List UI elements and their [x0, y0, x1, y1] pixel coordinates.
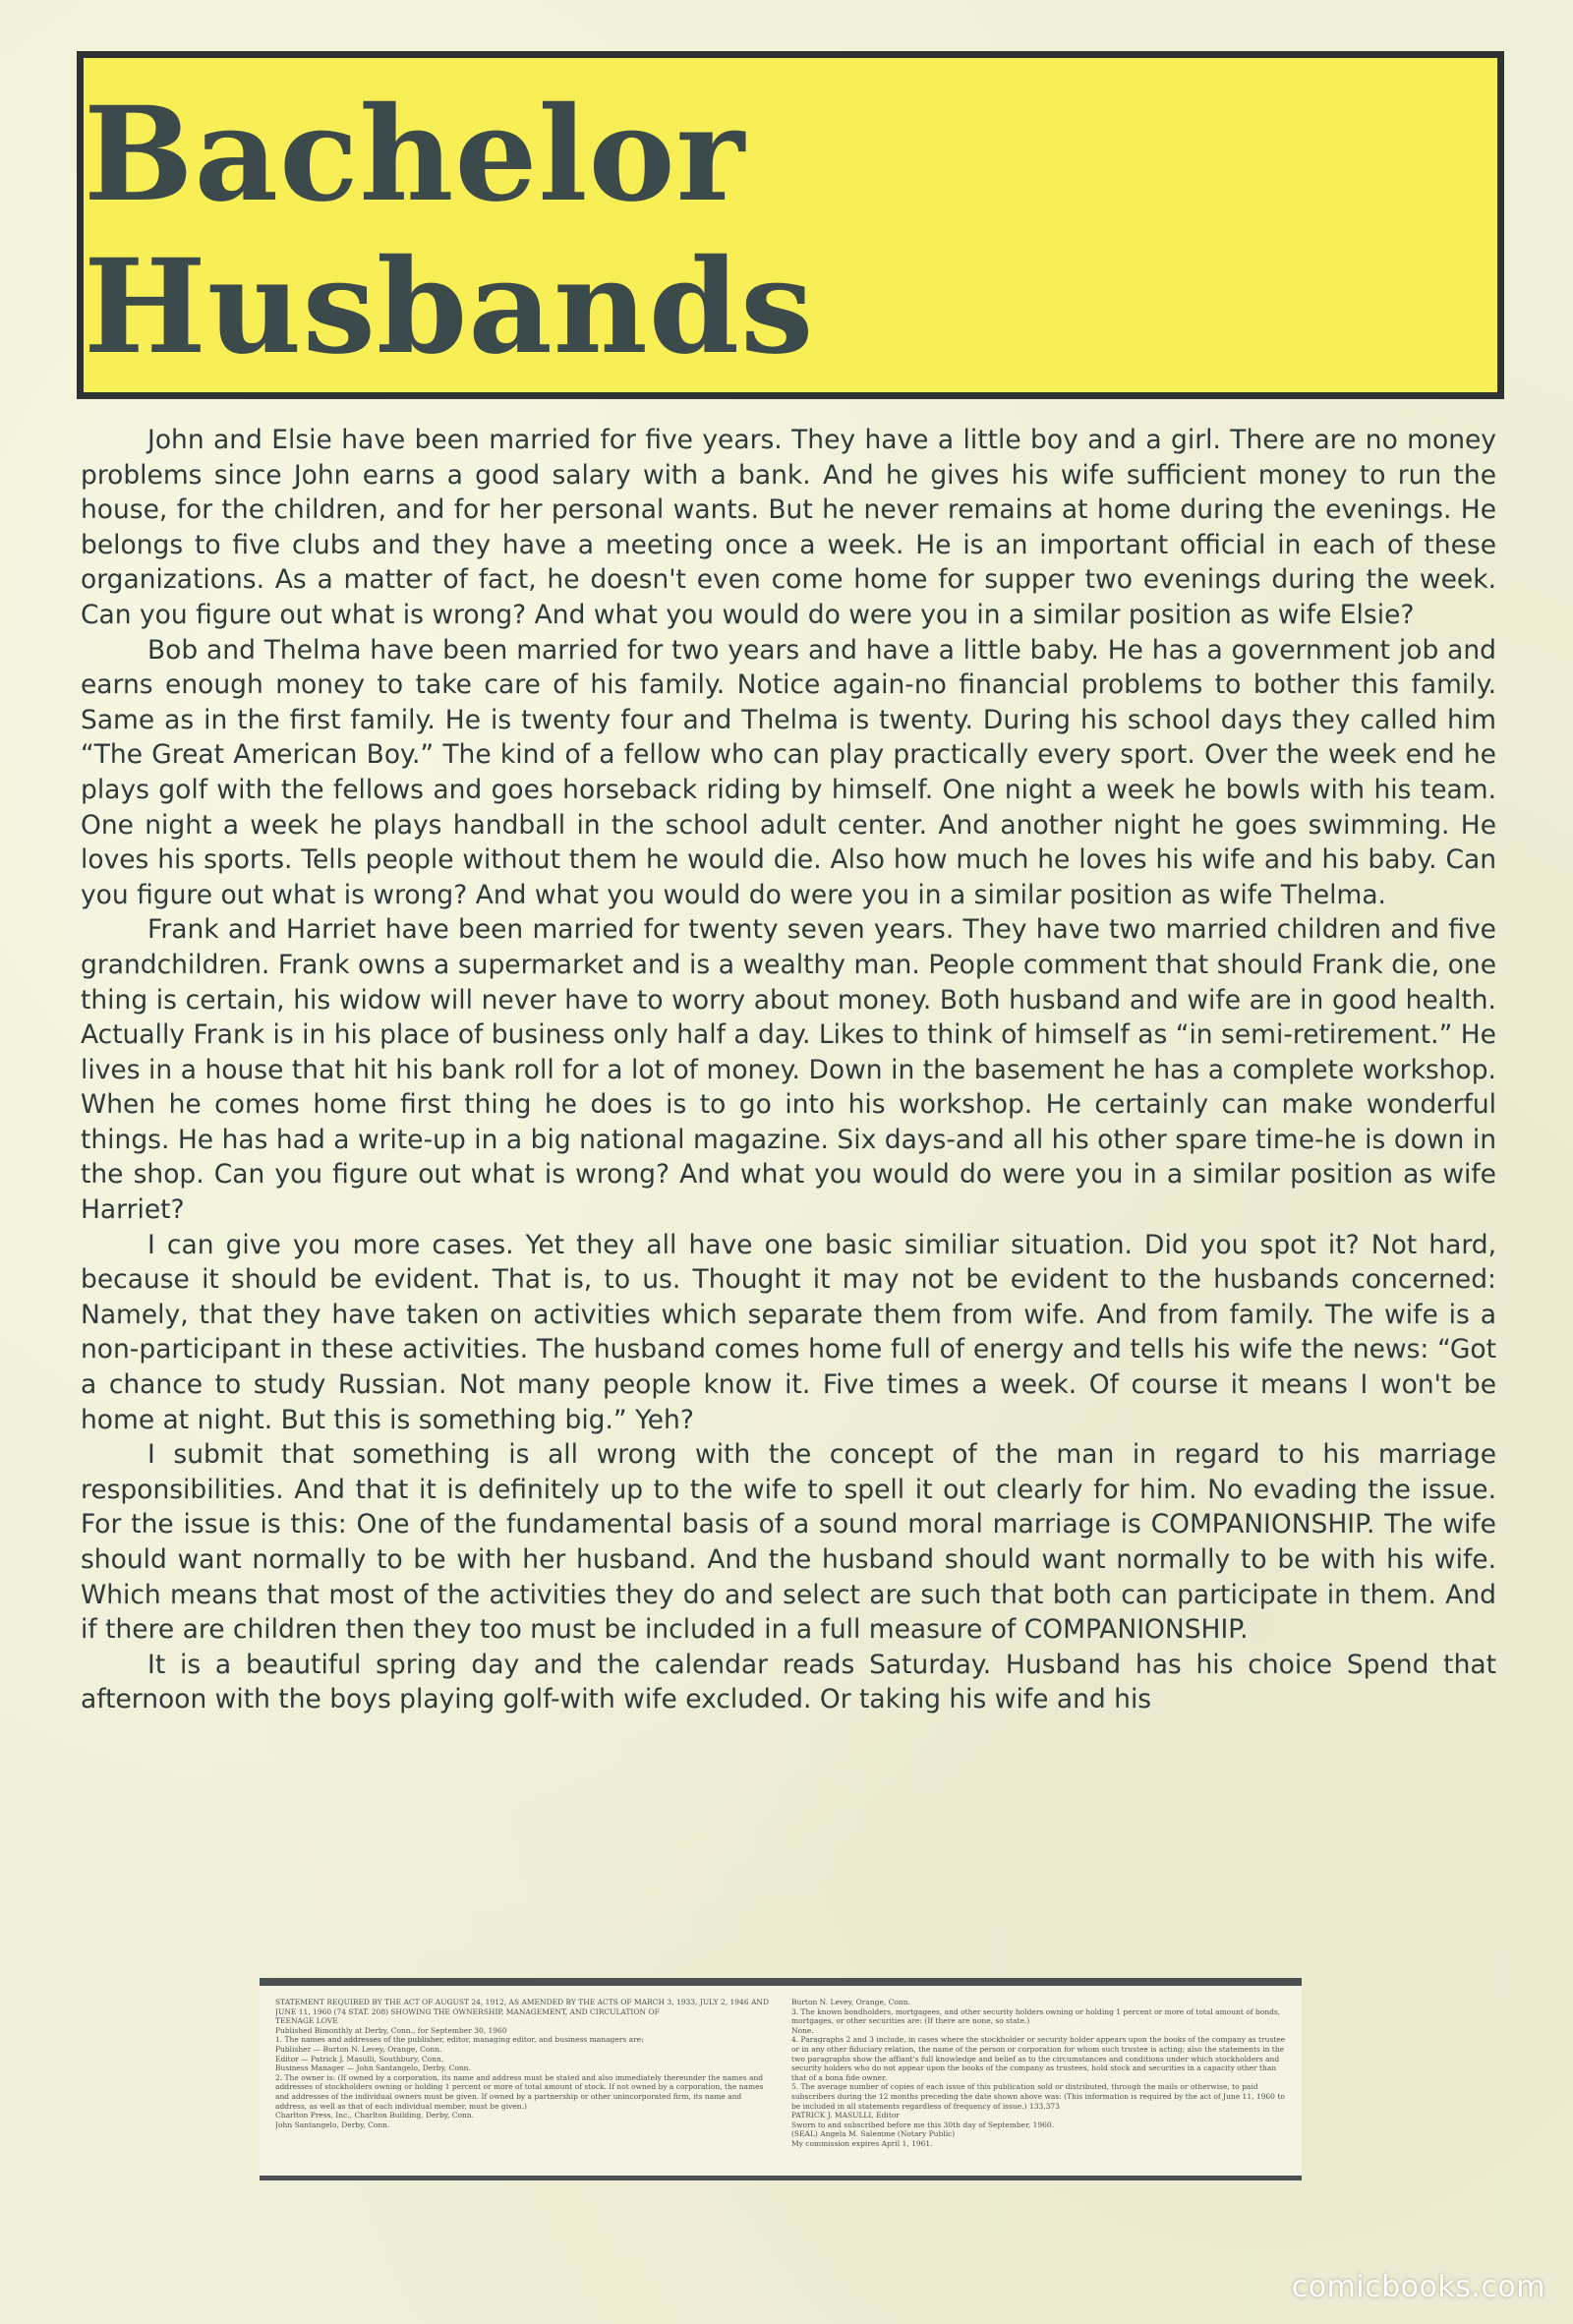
statement-left-column: STATEMENT REQUIRED BY THE ACT OF AUGUST 24, 1912, AS AMENDED BY THE ACTS OF MARCH 3, 1933, JULY 2, 1946 AND JUNE 11, 1960 (74 STAT. 208) SHOWING THE OWNERSHIP, MANAGEMENT, AND CIRCULATION OF TEENAGE LOVE Published Bimonthly at Derby, Conn., for September 30, 1960 1. The names and addresses of the publisher, editor, managing editor, and business managers are: Publisher — Burton N. Levey, Orange, Conn. Editor — Patrick J. Masulli, Southbury, Conn. Business Manager — John Santangelo, Derby, Conn. 2. The owner is: (If owned by a corporation, its name and address must be stated and also immediately thereunder the names and addresses of stockholders owning or holding 1 percent or more of total amount of stock. If not owned by a corporation, the names and addresses of the individual owners must be given. If owned by a partnership or other unincorporated firm, its name and address, as well as that of each individual member, must be given.) Charlton Press, Inc., Charlton Building, Derby, Conn. John Santangelo, Derby, Conn. — [275, 1998, 769, 2129]
paragraph-3: Frank and Harriet have been married for twenty seven years. They have two married children and five grandchildren. Frank owns a supermarket and is a wealthy man. People comment that should Frank die, one thing is certain, his widow will never have to worry about money. Both husband and wife are in good health. Actually Frank is in his place of business only half a day. Likes to think of himself as “in semi-retirement.” He lives in a house that hit his bank roll for a lot of money. Down in the basement he has a complete workshop. When he comes home first thing he does is to go into his workshop. He certainly can make wonderful things. He has had a write-up in a big national magazine. Six days-and all his other spare time-he is down in the shop. Can you figure out what is wrong? And what you would do were you in a similar position as wife Harriet? — [81, 914, 1496, 1226]
page-title: Bachelor Husbands — [84, 79, 815, 383]
paragraph-6: It is a beautiful spring day and the calendar reads Saturday. Husband has his choice Spend that afternoon with the boys playing golf-with wife excluded. Or taking his wife and his — [81, 1649, 1496, 1715]
paragraph-1: John and Elsie have been married for five years. They have a little boy and a girl. There are no money problems since John earns a good salary with a bank. And he gives his wife sufficient money to run the house, for the children, and for her personal wants. But he never remains at home during the evenings. He belongs to five clubs and they have a meeting once a week. He is an important official in each of these organizations. As a matter of fact, he doesn't even come home for supper two evenings during the week. Can you figure out what is wrong? And what you would do were you in a similar position as wife Elsie? — [81, 425, 1496, 630]
paragraph-4: I can give you more cases. Yet they all have one basic similiar situation. Did you spot it? Not hard, because it should be evident. That is, to us. Thought it may not be evident to the husbands concerned: Namely, that they have taken on activities which separate them from wife. And from family. The wife is a non-participant in these activities. The husband comes home full of energy and tells his wife the news: “Got a chance to study Russian. Not many people know it. Five times a week. Of course it means I won't be home at night. But this is something big.” Yeh? — [81, 1229, 1496, 1435]
paragraph-5: I submit that something is all wrong with the concept of the man in regard to his marriage responsibilities. And that it is definitely up to the wife to spell it out clearly for him. No evading the issue. For the issue is this: One of the fundamental basis of a sound moral marriage is COMPANIONSHIP. The wife should want normally to be with her husband. And the husband should want normally to be with his wife. Which means that most of the activities they do and select are such that both can participate in them. And if there are children then they too must be included in a full measure of COMPANIONSHIP. — [81, 1439, 1496, 1646]
article-body — [81, 423, 1496, 1717]
statement-right-column: Burton N. Levey, Orange, Conn. 3. The known bondholders, mortgagees, and other security holders owning or holding 1 percent or more of total amount of bonds, mortgages, or other securities are: (If there are none, so state.) None. 4. Paragraphs 2 and 3 include, in cases where the stockholder or security holder appears upon the books of the company as trustee or in any other fiduciary relation, the name of the person or corporation for whom such trustee is acting; also the statements in the two paragraphs show the affiant's full knowledge and belief as to the circumstances and conditions under which stockholders and security holders who do not appear upon the books of the company as trustees, hold stock and securities in a capacity other than that of a bona fide owner. 5. The average number of copies of each issue of this publication sold or distributed, through the mails or otherwise, to paid subscribers during the 12 months preceding the date shown above was: (This information is required by the act of June 11, 1960 to be included in all statements regardless of frequency of issue.) 133,373 PATRICK J. MASULLI, Editor Sworn to and subscribed before me this 30th day of September, 1960. (SEAL) Angela M. Salemme (Notary Public) My commission expires April 1, 1961. — [791, 1998, 1286, 2148]
paragraph-2: Bob and Thelma have been married for two years and have a little baby. He has a government job and earns enough money to take care of his family. Notice again-no financial problems to bother this family. Same as in the first family. He is twenty four and Thelma is twenty. During his school days they called him “The Great American Boy.” The kind of a fellow who can play practically every sport. Over the week end he plays golf with the fellows and goes horseback riding by himself. One night a week he bowls with his team. One night a week he plays handball in the school adult center. And another night he goes swimming. He loves his sports. Tells people without them he would die. Also how much he loves his wife and his baby. Can you figure out what is wrong? And what you would do were you in a similar position as wife Thelma. — [81, 634, 1496, 910]
title-banner — [77, 51, 1504, 399]
site-watermark: comicbooks.com — [1291, 2270, 1545, 2304]
ownership-statement — [260, 1978, 1302, 2180]
